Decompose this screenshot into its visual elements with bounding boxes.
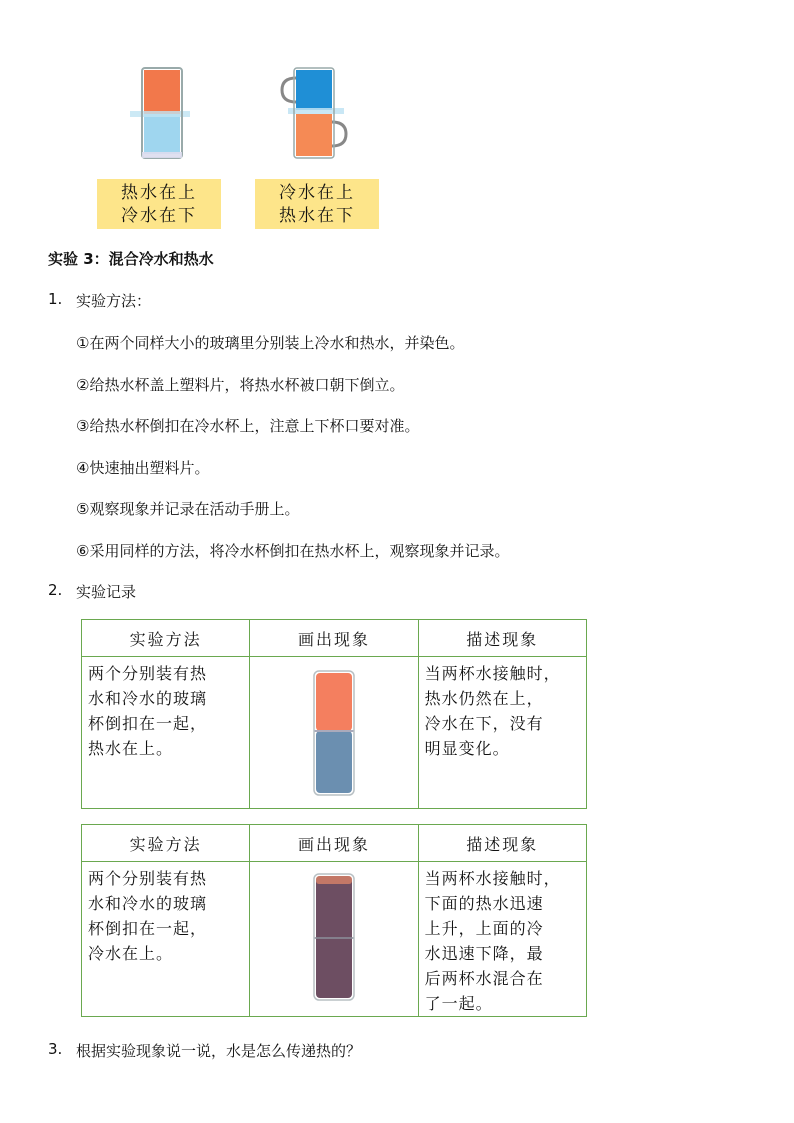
header-method: 实验方法: [82, 825, 250, 862]
glass-hot-over-cold-figure: [128, 64, 192, 162]
header-drawing: 画出现象: [250, 620, 418, 657]
header-description: 描述现象: [418, 825, 586, 862]
item-1-title: 实验方法：: [76, 292, 152, 310]
header-method: 实验方法: [82, 620, 250, 657]
mugs-cold-over-hot-figure: [278, 64, 354, 162]
step-4: ④快速抽出塑料片。: [76, 459, 210, 477]
step-2: ②给热水杯盖上塑料片，将热水杯被口朝下倒立。: [76, 376, 405, 394]
step-3: ③给热水杯倒扣在冷水杯上，注意上下杯口要对准。: [76, 417, 420, 435]
method-cell: 两个分别装有热 水和冷水的玻璃 杯倒扣在一起， 冷水在上。: [82, 862, 250, 1017]
record-table-1: [81, 619, 587, 809]
table-row: [82, 657, 587, 809]
step-6: ⑥采用同样的方法，将冷水杯倒扣在热水杯上，观察现象并记录。: [76, 542, 510, 560]
step-5: ⑤观察现象并记录在活动手册上。: [76, 500, 300, 518]
drawing-cell: [250, 657, 418, 809]
drawing-cell: [250, 862, 418, 1017]
description-cell: 当两杯水接触时， 热水仍然在上， 冷水在下，没有 明显变化。: [418, 657, 586, 809]
header-description: 描述现象: [418, 620, 586, 657]
item-1-number: 1.: [48, 290, 63, 308]
step-1: ①在两个同样大小的玻璃里分别装上冷水和热水，并染色。: [76, 334, 465, 352]
figure-2-label: 冷水在上 热水在下: [255, 179, 379, 229]
section-title: 实验 3：混合冷水和热水: [48, 250, 214, 268]
record-table-2: [81, 824, 587, 1017]
header-drawing: 画出现象: [250, 825, 418, 862]
drawn-hot-over-cold-glasses: [312, 669, 356, 799]
method-cell: 两个分别装有热 水和冷水的玻璃 杯倒扣在一起， 热水在上。: [82, 657, 250, 809]
table-header-row: [82, 825, 587, 862]
item-3-title: 根据实验现象说一说，水是怎么传递热的？: [76, 1042, 362, 1060]
description-cell: 当两杯水接触时， 下面的热水迅速 上升，上面的冷 水迅速下降，最 后两杯水混合在 了一起。: [418, 862, 586, 1017]
table-row: [82, 862, 587, 1017]
item-2-number: 2.: [48, 581, 63, 599]
figure-1-label: 热水在上 冷水在下: [97, 179, 221, 229]
item-3-number: 3.: [48, 1040, 63, 1058]
item-2-title: 实验记录: [76, 583, 137, 601]
drawn-mixed-water-glasses: [312, 872, 356, 1004]
table-header-row: [82, 620, 587, 657]
